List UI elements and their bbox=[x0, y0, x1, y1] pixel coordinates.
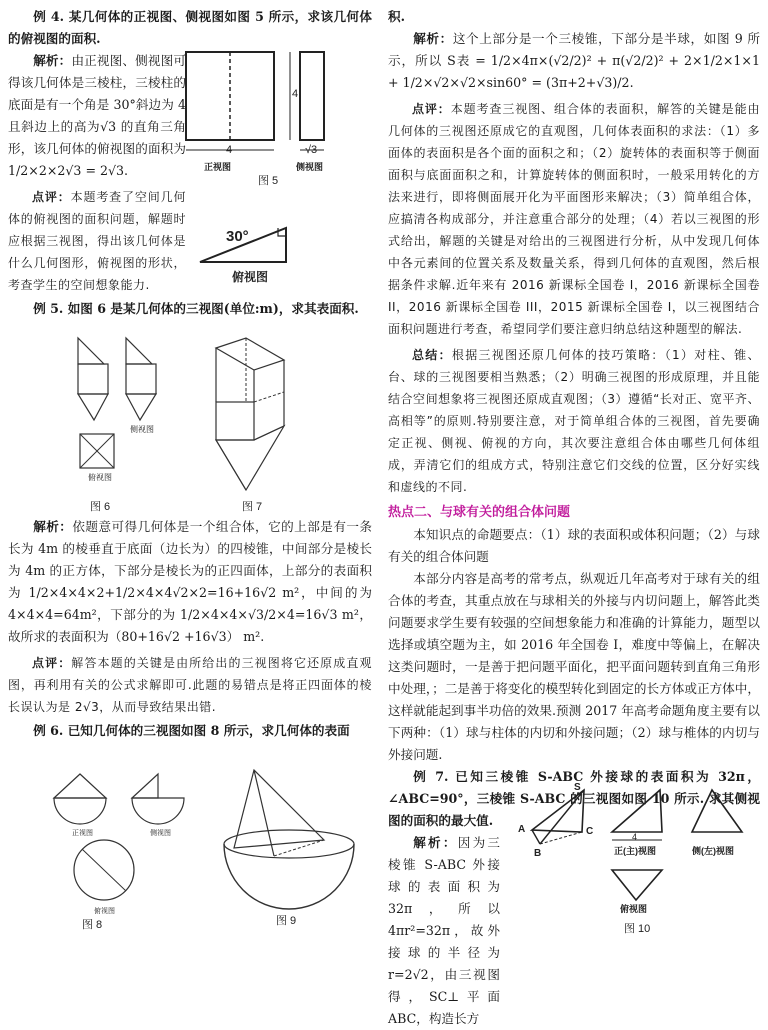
figure-caption: 图 9 bbox=[276, 915, 297, 927]
figure-8-drawing bbox=[44, 770, 204, 920]
comment-text: 本题考查了空间几何体的俯视图的面积问题，解题时应根据三视图，得出该几何体是什么几何图形，俯视图的形状，考查学生的空间想象能力. bbox=[8, 190, 186, 292]
example-6-solution bbox=[388, 28, 760, 94]
side-view-label: 侧视图 bbox=[296, 162, 324, 172]
angle-label: 30° bbox=[226, 228, 249, 245]
figure-7 bbox=[196, 330, 306, 513]
figure-9-drawing bbox=[214, 764, 364, 924]
figure-caption: 图 8 bbox=[82, 919, 103, 931]
top-view-label: 俯视图 bbox=[88, 473, 112, 482]
example-5-solution bbox=[8, 516, 372, 648]
figure-10 bbox=[512, 782, 762, 942]
figure-5-drawing bbox=[178, 42, 368, 272]
hotspot-heading: 热点二、与球有关的组合体问题 bbox=[388, 505, 571, 520]
solution-label: 解析： bbox=[33, 53, 72, 68]
example-4-comment bbox=[8, 186, 186, 296]
example-5-title: 例 5. 如图 6 是某几何体的三视图(单位:m)，求其表面积. bbox=[33, 301, 359, 316]
comment-label: 点评： bbox=[32, 190, 71, 204]
summary-label: 总结： bbox=[412, 348, 452, 362]
side-view-label: 侧视图 bbox=[150, 830, 171, 837]
dimension-label: 4 bbox=[632, 832, 638, 842]
comment-text: 解答本题的关键是由所给出的三视图将它还原成直观图，再利用有关的公式求解即可.此题的易错点是将正四面体的棱长误认为是 2√3，从而导致结果出错. bbox=[8, 656, 372, 714]
hotspot-paragraph-2: 本部分内容是高考的常考点，纵观近几年高考对于球有关的组合体的考查，其重点放在与球相关的外接与内切问题上，解答此类问题要求学生要有较强的空间想象能力和准确的计算能力，题型以选择或填空题为主，如 2016 年全国卷 I，难度中等偏上，在解决这类问题时，一是善于把问题平面化，把平面问题转到直角三角形中处理，；二是善于将变化的模型转化到固定的长方体或正方体中，这样就能起到事半功倍的效果.预测 2017 年高考命题角度主要有以下两种：（1）球与柱体的内切和外接问题；（2）球与椎体的内切与外接问题. bbox=[388, 571, 760, 762]
figure-5 bbox=[178, 42, 368, 284]
example-4-solution bbox=[8, 50, 186, 182]
top-view-label: 俯视图 bbox=[94, 908, 115, 915]
solution-text: 这个上部分是一个三棱锥，下部分是半球，如图 9 所示，所以 S表 = 1/2×4π×(√2/2)² + π(√2/2)² + 2×1/2×1×1 + 1/2×√2×√2×sin60° = (3π+2+√3)/2. bbox=[388, 31, 760, 90]
figure-6-drawing bbox=[60, 330, 180, 490]
figure-9 bbox=[214, 764, 364, 944]
figure-caption: 图 10 bbox=[624, 923, 651, 935]
solution-text: 由正视图、侧视图可得该几何体是三棱柱，三棱柱的底面是有一个角是 30°斜边为 4 且斜边上的高为√3 的直角三角形，该几何体的俯视图的面积为 1/2×2×2√3 = 2√3. bbox=[8, 53, 187, 178]
side-view-label: 侧(左)视图 bbox=[692, 846, 734, 856]
vertex-label: A bbox=[518, 824, 526, 835]
figure-caption: 图 5 bbox=[258, 175, 279, 187]
dimension-label: 4 bbox=[226, 144, 233, 156]
front-view-label: 正视图 bbox=[72, 830, 93, 837]
example-6-title: 例 6. 已知几何体的三视图如图 8 所示，求几何体的表面 bbox=[33, 723, 350, 738]
example-7-title: 例 7. 已知三棱锥 S-ABC 外接球的表面积为 32π，∠ABC=90°，三棱锥 S-ABC 的三视图如图 10 所示. 求其侧视图的面积的最大值. bbox=[388, 769, 760, 828]
example-5-comment bbox=[8, 652, 372, 718]
example-6-continued: 积. bbox=[388, 9, 405, 24]
comment-text: 本题考查三视图、组合体的表面积，解答的关键是能由几何体的三视图还原成它的直观图，几何体表面积的求法：（1）多面体的表面积是各个面的面积之和；（2）旋转体的表面积等于侧面面积与底面面积之和，计算旋转体的侧面积时，一般采用转化的方法来进行，即将侧面展开化为平面图形来解决；（3）简单组合体，应搞清各构成部分，并注意重合部分的处理；（4）若以三视图的形式给出，解题的关键是对给出的三视图进行分析，从中发现几何体中各元素间的位置关系及数量关系，得到几何体的直观图，然后根据条件求解.近年来有 2016 新课标全国卷 I，2016 新课标全国卷 II，2016 新课标全国卷 III，2015 新课标全国卷 I，以三视图结合面积问题进行考查，希望同学们要注意归纳总结这种题型的解法. bbox=[388, 102, 760, 336]
example-6-comment bbox=[388, 98, 760, 340]
figure-caption: 图 7 bbox=[242, 501, 263, 513]
comment-label: 点评： bbox=[32, 656, 72, 670]
vertex-label: S bbox=[574, 782, 581, 793]
example-5-block bbox=[8, 516, 372, 742]
figure-caption: 图 6 bbox=[90, 501, 111, 513]
solution-label: 解析： bbox=[33, 519, 73, 534]
figure-6 bbox=[60, 330, 180, 513]
solution-text: 依题意可得几何体是一个组合体，它的上部是有一条长为 4m 的棱垂直于底面（边长为）的四棱锥，中间部分是棱长为 4m 的正方体，下部分是棱长为的正四面体，上部分的表面积为 1/2×4×4×2+1/2×4×4√2×2=16+16√2 m²，中间的为 4×4×4=64m²，下部分的为 1/2×4×4×√3/2×4=16√3 m²，故所求的表面积为（80+16√2 +16√3） m². bbox=[8, 519, 373, 644]
solution-text: 因为三棱锥 S-ABC 外接球的表面积为 32π，所以 4πr²=32π，故外接球的半径为 r=2√2，由三视图得，SC⊥平面 ABC，构造长方 bbox=[388, 835, 500, 1026]
example-7-solution bbox=[388, 832, 500, 1030]
front-view-label: 正(主)视图 bbox=[614, 846, 656, 856]
figure-8 bbox=[44, 770, 204, 940]
figure-7-drawing bbox=[196, 330, 306, 496]
comment-label: 点评： bbox=[412, 102, 451, 116]
top-view-label: 俯视图 bbox=[620, 904, 648, 914]
summary bbox=[388, 344, 760, 498]
summary-text: 根据三视图还原几何体的技巧策略：（1）对柱、锥、台、球的三视图要相当熟悉；（2）明确三视图的形成原理，并且能结合空间想象将三视图还原成直观图；（3）遵循“长对正、宽平齐、高相等”的原则.特别要注意，对于简单组合体的三视图，首先要确定正视、侧视、俯视的方向，其次要注意组合体由哪些几何体组成，弄清它们的组成方式，特别注意它们交线的位置，区分好实线和虚线的不同. bbox=[388, 348, 760, 494]
dimension-label: √3 bbox=[305, 144, 318, 156]
top-view-label: 俯视图 bbox=[232, 270, 269, 284]
dimension-label: 4 bbox=[292, 88, 299, 100]
hotspot-paragraph-1: 本知识点的命题要点：（1）球的表面积或体积问题；（2）与球有关的组合体问题 bbox=[388, 527, 760, 564]
example-4-title: 例 4. 某几何体的正视图、侧视图如图 5 所示，求该几何体的俯视图的面积. bbox=[8, 9, 372, 46]
vertex-label: C bbox=[586, 826, 594, 837]
front-view-label: 正视图 bbox=[204, 162, 232, 172]
vertex-label: B bbox=[534, 848, 542, 859]
solution-label: 解析： bbox=[413, 835, 458, 850]
side-view-label: 侧视图 bbox=[130, 425, 154, 434]
solution-label: 解析： bbox=[413, 31, 453, 46]
